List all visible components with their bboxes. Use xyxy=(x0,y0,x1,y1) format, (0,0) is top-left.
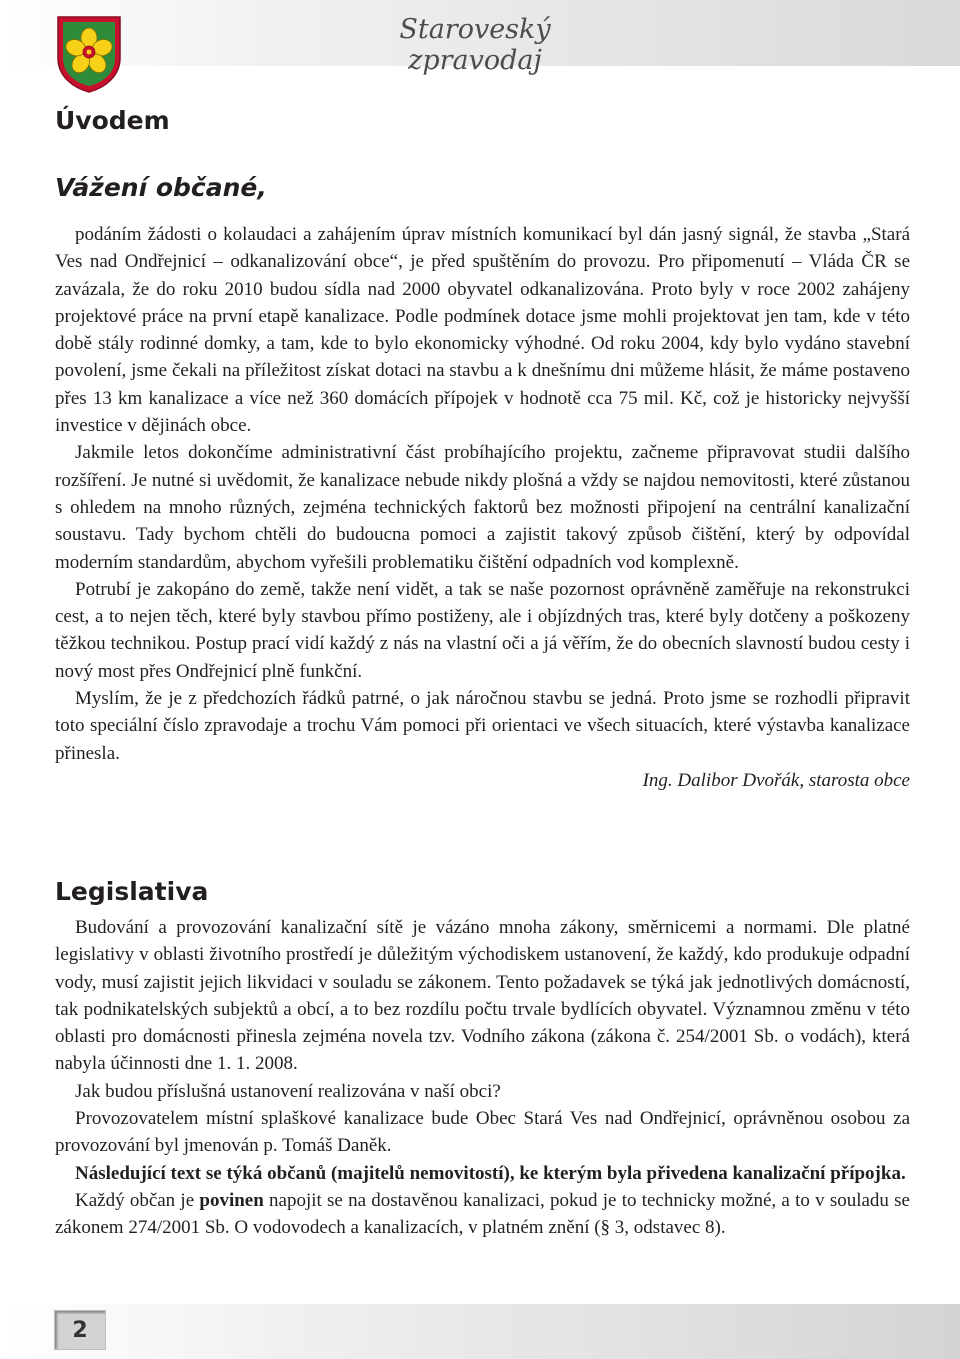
intro-paragraph: podáním žádosti o kolaudaci a zahájením úprav místních komunikací byl dán jasný signál, že stavba „Stará Ves nad Ondřejnicí – odkanalizování obce“, je před spuštěním do provozu. Pro připomenutí – Vláda ČR se zavázala, že do roku 2010 budou sídla nad 2000 obyvatel odkanalizována. Proto byly v roce 2002 zahájeny projektové práce na první etapě kanalizace. Podle podmínek dotace jsme mohli projektovat jen tam, kde v této době stály rodinné domky, a tam, kde to bylo ekonomicky výhodné. Od roku 2004, kdy bylo vydáno stavební povolení, jsme čekali na příležitost získat dotaci na stavbu a k dnešnímu dni můžeme hlásit, že máme postaveno přes 13 km kanalizace a více než 360 domácích přípojek v hodnotě cca 75 mil. Kč, což je historicky nejvyšší investice v dějinách obce. xyxy=(55,224,910,437)
masthead-title: Staroveský zpravodaj xyxy=(399,14,551,76)
bold-notice-text: Následující text se týká občanů (majitelů nemovitostí), ke kterým byla přivedena kanalizační přípojka. xyxy=(75,1162,906,1184)
footer-band xyxy=(0,1304,960,1359)
intro-paragraph: Myslím, že je z předchozích řádků patrné, o jak náročnou stavbu se jedná. Proto jsme se rozhodli připravit toto speciální číslo zpravodaje a trochu Vám pomoci při orientaci ve všech situacích, které výstavba kanalizace přinesla. xyxy=(55,688,910,764)
page-number: 2 xyxy=(54,1310,106,1350)
legislation-paragraph: Budování a provozování kanalizační sítě je vázáno mnoha zákony, směrnicemi a normami. Dle platné legislativy v oblasti životního prostředí je důležitým východiskem ustanovení, že každý, kdo produkuje odpadní vody, musí zajistit jejich likvidaci v souladu se zákonem. Tento požadavek se týká jak jednotlivých domácností, tak podnikatelských subjektů a obcí, a to bez rozdílu počtu trvale bydlících obyvatel. Významnou změnu v této oblasti pro domácnosti přinesla zejména novela tzv. Vodního zákona (zákona č. 254/2001 Sb. o vodách), která nabyla účinnosti dne 1. 1. 2008. xyxy=(55,917,910,1075)
obligation-after: napojit se na dostavěnou kanalizaci, pokud je to technicky možné, a to v souladu se zákonem 274/2001 Sb. O vodovodech a kanalizacích, v platném znění (§ 3, odstavec 8). xyxy=(55,1189,910,1239)
obligation-bold: povinen xyxy=(199,1189,264,1211)
intro-text xyxy=(55,221,910,794)
legislation-text xyxy=(55,914,910,1242)
bold-notice xyxy=(55,1160,910,1187)
intro-paragraph: Jakmile letos dokončíme administrativní část probíhajícího projektu, začneme připravovat studii dalšího rozšíření. Je nutné si uvědomit, že kanalizace nebude nikdy plošná a vždy se najdou nemovitosti, které zůstanou s ohledem na mnoho různých, zejména technických faktorů bez možnosti připojení na centrální kanalizační soustavu. Tady bychom chtěli do budoucna pomoci a zajistit takový způsob čištění, který by odpovídal moderním standardům, abychom vyřešili problematiku čištění odpadních vod komplexně. xyxy=(55,442,910,573)
legislation-heading: Legislativa xyxy=(55,877,209,906)
intro-heading: Úvodem xyxy=(55,106,170,135)
signature: Ing. Dalibor Dvořák, starosta obce xyxy=(642,769,910,791)
village-crest-icon xyxy=(54,14,124,94)
obligation-before: Každý občan je xyxy=(75,1189,200,1211)
intro-paragraph: Potrubí je zakopáno do země, takže není vidět, a tak se naše pozornost oprávněně zaměřuje na rekonstrukci cest, a to nejen těch, které byly stavbou přímo postiženy, ale i objízdných tras, které byly dotčeny a poškozeny těžkou technikou. Postup prací vidí každý z nás na vlastní oči a já věřím, že do obecních slavností budou cesty i nový most přes Ondřejnicí plně funkční. xyxy=(55,578,910,682)
obligation-paragraph xyxy=(55,1187,910,1242)
legislation-paragraph: Provozovatelem místní splaškové kanalizace bude Obec Stará Ves nad Ondřejnicí, oprávněnou osobou za provozování byl jmenován p. Tomáš Daněk. xyxy=(55,1108,910,1157)
masthead xyxy=(330,14,620,76)
legislation-paragraph: Jak budou příslušná ustanovení realizována v naší obci? xyxy=(75,1080,501,1102)
greeting: Vážení občané, xyxy=(55,173,267,202)
